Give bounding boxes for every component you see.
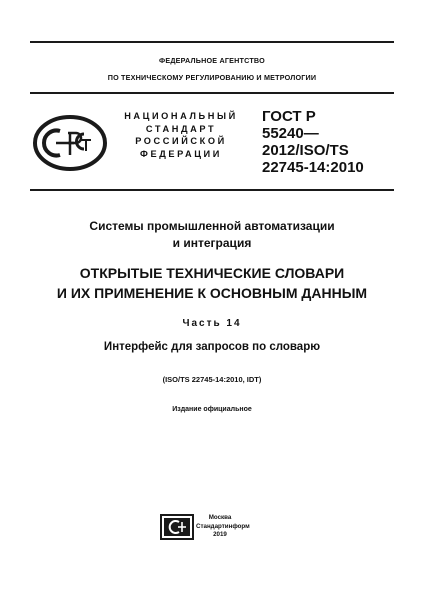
gost-r-logo-icon [32, 114, 108, 172]
publisher-logo-icon [160, 514, 194, 540]
gost-line-2: 55240— [262, 125, 319, 142]
main-title-line-2: И ИХ ПРИМЕНЕНИЕ К ОСНОВНЫМ ДАННЫМ [56, 285, 368, 301]
subtitle-line-2: и интеграция [172, 236, 252, 250]
standard-word-standard: СТАНДАРТ [145, 123, 217, 134]
standard-word-national: НАЦИОНАЛЬНЫЙ [124, 111, 238, 121]
part-number: Часть 14 [182, 318, 242, 329]
gost-designation [262, 108, 364, 176]
top-rule [30, 41, 394, 43]
gost-line-4: 22745-14:2010 [262, 159, 364, 176]
gost-line-3: 2012/ISO/TS [262, 142, 349, 159]
main-title-line-1: ОТКРЫТЫЕ ТЕХНИЧЕСКИЕ СЛОВАРИ [79, 265, 345, 281]
standard-label [116, 110, 246, 160]
publisher-name: Стандартинформ [196, 522, 250, 530]
gost-line-1: ГОСТ Р [262, 108, 316, 125]
agency-line-2: ПО ТЕХНИЧЕСКОМУ РЕГУЛИРОВАНИЮ И МЕТРОЛОГИИ [107, 73, 317, 82]
standard-word-federation: ФЕДЕРАЦИИ [140, 148, 222, 159]
title-rule [30, 189, 394, 191]
iso-reference: (ISO/TS 22745-14:2010, IDT) [162, 375, 262, 384]
publisher-city: Москва [208, 514, 232, 521]
publisher-info [196, 514, 250, 540]
agency-line-1: ФЕДЕРАЛЬНОЕ АГЕНТСТВО [159, 56, 265, 65]
part-title: Интерфейс для запросов по словарю [103, 341, 321, 353]
header-rule [30, 92, 394, 94]
standard-word-russian: РОССИЙСКОЙ [135, 136, 227, 146]
subtitle-line-1: Системы промышленной автоматизации [89, 219, 335, 233]
publication-year: 2019 [213, 531, 227, 539]
edition-label: Издание официальное [172, 406, 252, 413]
